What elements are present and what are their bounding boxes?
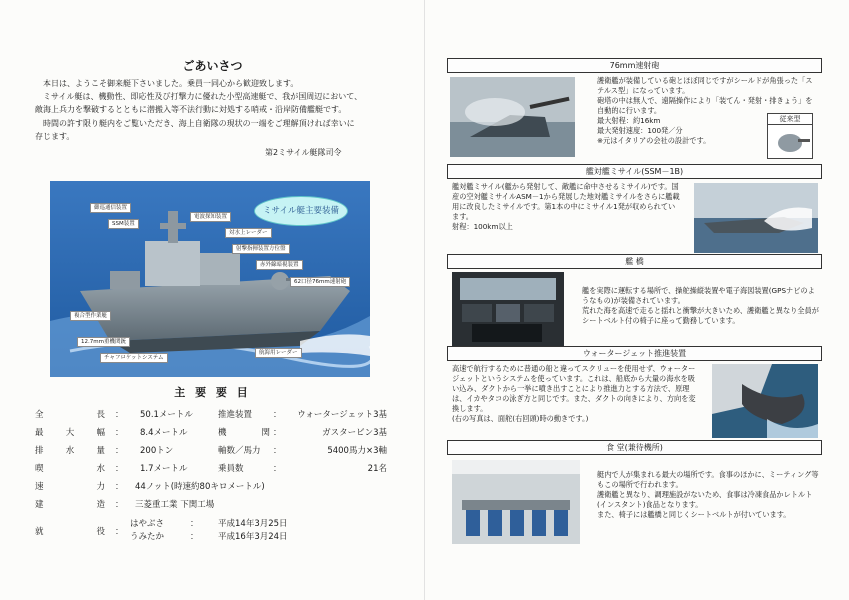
section-mess bbox=[447, 440, 822, 550]
spec-value: 44ノット(時速約80キロメートル) bbox=[135, 482, 265, 492]
spec-value: ガスタービン3基 bbox=[322, 428, 387, 438]
spec-label: 最大幅 bbox=[35, 428, 105, 438]
equipment-badge: ミサイル艇主要装備 bbox=[254, 196, 348, 226]
spec-colon: ： bbox=[115, 527, 124, 537]
spec-label: 推進装置 bbox=[218, 410, 253, 420]
spec-row bbox=[35, 444, 387, 458]
spec-label: 建造 bbox=[35, 500, 105, 510]
spec-colon: ： bbox=[190, 532, 199, 542]
spec-value: 5400馬力×3軸 bbox=[327, 446, 387, 456]
greeting-line: ミサイル艇は、機動性、即応性及び打撃力に優れた小型高速艇で、我が国周辺において、 bbox=[43, 92, 363, 102]
spec-label: 全長 bbox=[35, 410, 105, 420]
callout-communication: 御巡通信装置 bbox=[90, 203, 131, 213]
section-text: 艇内で人が集まれる最大の場所です。食事のほかに、ミーティング等もこの場所で行われます。 護衛艦と異なり、調理施設がないため、食事は冷凍食品かレトルト(インスタント)食品となります。 また、椅子には艦橋と同じくシートベルトが付いています。 bbox=[597, 470, 819, 519]
section-heading: ウォータージェット推進装置 bbox=[447, 346, 822, 361]
spec-row bbox=[35, 408, 387, 422]
spec-colon: ： bbox=[273, 428, 282, 438]
inset-label: 従来型 bbox=[768, 114, 812, 125]
bridge-photo bbox=[452, 272, 564, 346]
spec-value: 50.1メートル bbox=[140, 410, 193, 420]
ssm-launcher bbox=[110, 271, 140, 289]
greeting-line: 存じます。 bbox=[35, 131, 75, 141]
greeting-signature: 第2ミサイル艇隊司令 bbox=[265, 148, 342, 157]
ship-name: はやぶさ bbox=[130, 519, 165, 529]
spec-label: 就役 bbox=[35, 527, 105, 537]
callout-surface-radar: 対水上レーダー bbox=[225, 228, 272, 238]
spec-colon: ： bbox=[273, 446, 282, 456]
spec-label: 喫水 bbox=[35, 464, 105, 474]
spec-colon: ： bbox=[190, 519, 199, 529]
greeting-line: 敵海上兵力を撃破するとともに潜搬入等不法行動に対処する哨戒・沿岸防備艦艇です。 bbox=[35, 105, 347, 115]
greeting-line: 本日は、ようこそ御来艇下さいました。乗員一同心から歓迎致します。 bbox=[43, 79, 299, 88]
spec-value: 1.7メートル bbox=[140, 464, 188, 474]
spec-colon: ： bbox=[115, 482, 124, 492]
section-bridge bbox=[447, 254, 822, 344]
callout-work-boat: 複合型作業艇 bbox=[70, 311, 111, 321]
callout-machine-gun: 12.7mm重機関銃 bbox=[77, 337, 130, 347]
commission-date: 平成14年3月25日 bbox=[218, 519, 288, 529]
callout-chaff: チャフロケットシステム bbox=[100, 353, 168, 363]
spec-colon: ： bbox=[115, 428, 124, 438]
ship-superstructure bbox=[145, 241, 200, 286]
spec-value: 三菱重工業 下関工場 bbox=[135, 500, 215, 510]
section-heading: 艦対艦ミサイル(SSM－1B) bbox=[447, 164, 822, 179]
spec-label: 排水量 bbox=[35, 446, 105, 456]
greeting-body bbox=[35, 77, 385, 143]
spec-colon: ： bbox=[115, 446, 124, 456]
spec-colon: ： bbox=[115, 464, 124, 474]
callout-ssm: SSM装置 bbox=[108, 219, 139, 229]
spec-value: 8.4メートル bbox=[140, 428, 188, 438]
callout-76mm-gun: 62口径76mm速射砲 bbox=[290, 277, 350, 287]
spec-label: 機関 bbox=[218, 428, 270, 438]
section-waterjet bbox=[447, 346, 822, 440]
section-ssm bbox=[447, 164, 822, 250]
spec-row bbox=[35, 462, 387, 476]
section-76mm-gun bbox=[447, 58, 822, 158]
spec-value: 200トン bbox=[140, 446, 174, 456]
spec-row bbox=[35, 480, 387, 494]
waterjet-photo bbox=[712, 364, 818, 438]
section-text: 護衛艦が装備している砲とほぼ同じですがシールドが角張った「ステルス型」になっています。 砲塔の中は無人で、遠隔操作により「装てん・発射・排きょう」を自動的に行います。 最大射程：約16km 最大発射速度：100発／分 ※元はイタリアの会社の設計です。 bbox=[597, 76, 813, 145]
old-gun-inset bbox=[767, 113, 813, 159]
section-heading: 76mm速射砲 bbox=[447, 58, 822, 73]
ship-name: うみたか bbox=[130, 532, 165, 542]
spec-value: 21名 bbox=[367, 464, 387, 474]
old-gun-icon bbox=[770, 125, 810, 155]
section-text: 艦対艦ミサイル(艦から発射して、敵艦に命中させるミサイル)です。国産の空対艦ミサイルASM－1から発展した地対艦ミサイルをさらに艦載用に改良したミサイルです。第1本の中にミサイル1発が収められています。 射程：100km以上 bbox=[452, 182, 680, 231]
section-heading: 食 堂(兼待機所) bbox=[447, 440, 822, 455]
spec-row bbox=[35, 426, 387, 440]
gun-photo bbox=[450, 77, 575, 157]
callout-infrared: 赤外線暗視装置 bbox=[256, 260, 303, 270]
spec-value: ウォータージェット3基 bbox=[297, 410, 387, 420]
callout-esm: 電波探知装置 bbox=[190, 212, 231, 222]
callout-nav-radar: 航海用レーダー bbox=[255, 348, 302, 358]
spec-label: 軸数／馬力 bbox=[218, 446, 261, 456]
commission-date: 平成16年3月24日 bbox=[218, 532, 288, 542]
ssm-photo bbox=[694, 183, 818, 253]
callout-fire-control: 射撃指揮装置方位盤 bbox=[232, 244, 290, 254]
spec-row bbox=[35, 498, 387, 512]
section-text: 高速で航行するために普通の船と違ってスクリューを使用せず、ウォータージェットというシステムを使っています。これは、船底から大量の海水を吸い込み、ダクトから一挙に噴き出すことにより推進力とする方法で、原理は、イカやタコの泳ぎ方と同じです。また、ダクトの向きにより、方向を変換します。 (右の写真は、面舵(右回頭)時の動きです。) bbox=[452, 364, 696, 423]
spec-colon: ： bbox=[115, 500, 124, 510]
specs-title: 主 要 要 目 bbox=[174, 386, 251, 399]
spec-row-commission bbox=[35, 518, 387, 548]
spec-label: 乗員数 bbox=[218, 464, 244, 474]
spec-colon: ： bbox=[273, 410, 282, 420]
spec-label: 速力 bbox=[35, 482, 105, 492]
spec-colon: ： bbox=[273, 464, 282, 474]
section-text: 艦を実際に運転する場所で、操舵操縦装置や電子海図装置(GPSナビのようなもの)が装備されています。 荒れた海を高速で走ると揺れと衝撃が大きいため、護衛艦と異なり全員がシートベルト付の椅子に座って勤務しています。 bbox=[582, 286, 819, 325]
section-heading: 艦 橋 bbox=[447, 254, 822, 269]
greeting-title: ごあいさつ bbox=[182, 59, 243, 73]
spec-colon: ： bbox=[115, 410, 124, 420]
greeting-line: 時間の許す限り艇内をご覧いただき、海上自衛隊の現状の一端をご理解頂ければ幸いに bbox=[43, 118, 355, 128]
page-fold bbox=[424, 0, 425, 600]
mess-photo bbox=[452, 460, 580, 544]
